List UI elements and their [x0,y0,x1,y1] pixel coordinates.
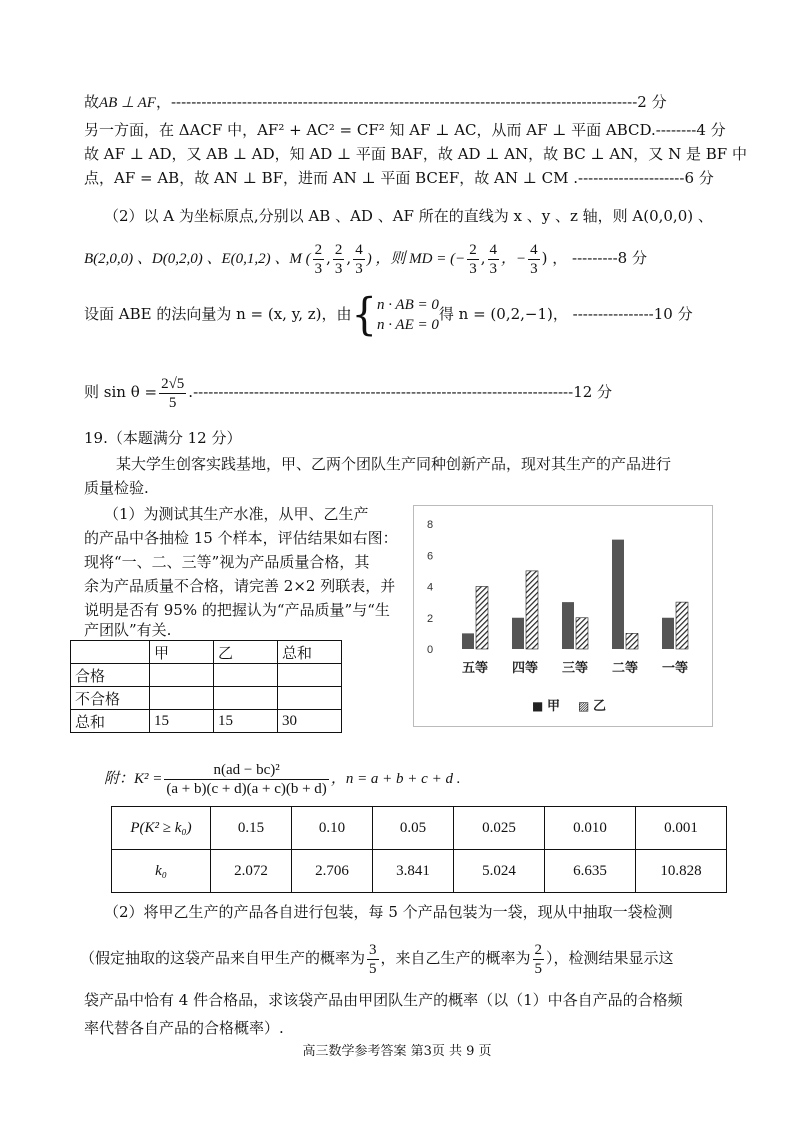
table-cell: 15 [150,710,214,733]
table-cell [150,664,214,687]
table-cell: 5.024 [454,850,545,893]
text-line-21: 袋产品中恰有 4 件合格品，求该袋产品由甲团队生产的概率（以（1）中各自产品的合格频 [84,991,683,1009]
table-cell: 0.001 [636,807,727,850]
x-tick-label: 五等 [461,661,489,676]
bar-jia [462,633,474,649]
bar-yi [626,633,638,649]
y-tick-label: 6 [426,550,434,563]
y-tick-label: 8 [426,519,434,531]
text-line-6: B(2,0,0) 、D(0,2,0) 、E(0,1,2) 、M ( $\frac{2}{3}$ , $\frac{2}{3}$ , $\frac{4}{3}$ ) ，则 MD = (− $\frac{2}{3}$ , $\frac{4}{3}$ ，− $\frac{4}{3}$ ) ， ---------8 分 [84,241,647,277]
table-cell: k₀ [112,850,211,893]
text-line-17: 产团队”有关. [84,621,172,639]
table-cell: 30 [278,710,342,733]
contingency-table [70,640,342,733]
formula-line: 附：K² = $\frac{\text{n(ad − bc)²}}{(a + b)(c + d)(a + c)(b + d)}$ ，n = a + b + c + d . [104,761,461,797]
table-cell: 15 [214,710,278,733]
table-cell: P(K² ≥ k₀) [112,807,211,850]
bar-yi [476,587,488,650]
table-cell: 0.15 [211,807,292,850]
text-line-4: 点，AF = AB，故 AN ⊥ BF，进而 AN ⊥ 平面 BCEF，故 AN ⊥ CM .---------------------6 分 [84,169,714,187]
table-cell: 2.072 [211,850,292,893]
text-line-14: 现将“一、二、三等”视为产品质量合格，其 [84,553,370,571]
bar-jia [562,602,574,649]
table-cell: 不合格 [71,687,150,710]
text-line-11: 质量检验. [84,479,149,497]
text-line-2: 另一方面，在 ΔACF 中，AF² + AC² = CF² 知 AF ⊥ AC，从而 AF ⊥ 平面 ABCD.--------4 分 [84,121,726,139]
text-line-5: （2）以 A 为坐标原点,分别以 AB 、AD 、AF 所在的直线为 x 、y 、z 轴，则 A(0,0,0) 、 [104,207,713,225]
table-cell: 0.05 [373,807,454,850]
text-line-1: 故AB ⊥ AF，--------------------------------------------------------------------------------------------2 分 [84,93,667,111]
table-cell: 0.10 [292,807,373,850]
text-line-3: 故 AF ⊥ AD，又 AB ⊥ AD，知 AD ⊥ 平面 BAF，故 AD ⊥ AN，故 BC ⊥ AN，又 N 是 BF 中 [84,145,747,163]
bar-yi [576,618,588,649]
page-footer: 高三数学参考答案 第3页 共 9 页 [302,1044,492,1059]
problem-19-title: 19.（本题满分 12 分） [84,429,242,447]
bar-chart-svg [414,506,712,726]
bar-yi [526,571,538,649]
x-tick-label: 一等 [661,661,689,676]
table-cell [71,641,150,664]
x-tick-label: 三等 [561,661,589,676]
y-tick-label: 2 [426,612,434,625]
text-line-10: 某大学生创客实践基地，甲、乙两个团队生产同种创新产品，现对其生产的产品进行 [116,455,672,473]
text-line-22: 率代替各自产品的合格概率）. [84,1019,284,1037]
text-line-19: （2）将甲乙生产的产品各自进行包装，每 5 个产品包装为一袋，现从中抽取一袋检测 [104,903,673,921]
y-tick-label: 4 [426,581,434,594]
legend-marker: ■ [532,699,544,713]
x-tick-label: 二等 [611,661,639,676]
table-cell: 乙 [214,641,278,664]
table-cell: 甲 [150,641,214,664]
legend-label: 甲 [547,699,561,714]
legend-label: 乙 [593,699,607,714]
text-line-15: 余为产品质量不合格，请完善 2×2 列联表，并 [84,577,396,595]
table-cell [278,687,342,710]
table-cell: 0.025 [454,807,545,850]
bar-chart [413,505,713,727]
text-line-12: （1）为测试其生产水准，从甲、乙生产 [104,505,369,523]
table-cell: 10.828 [636,850,727,893]
table-cell: 总和 [278,641,342,664]
bar-yi [676,602,688,649]
bar-jia [612,540,624,649]
table-cell: 0.010 [545,807,636,850]
table-cell: 合格 [71,664,150,687]
text-line-8: 则 sin θ = $\frac{2√5}{5}$ .---------------------------------------------------------------------------12 分 [84,375,613,411]
text-line-20: （假定抽取的这袋产品来自甲生产的概率为 $\frac{3}{5}$ ，来自乙生产的概率为 $\frac{2}{5}$ ），检测结果显示这 [80,941,674,977]
text-line-7: 设面 ABE 的法向量为 n = (x, y, z)，由{ n · AB = 0 n · AE = 0 得 n = (0,2,−1)， ----------------10 分 [84,289,693,341]
x-tick-label: 四等 [511,661,539,676]
table-cell [214,664,278,687]
y-tick-label: 0 [426,644,434,656]
table-cell: 2.706 [292,850,373,893]
bar-jia [662,618,674,649]
text-line-13: 的产品中各抽检 15 个样本，评估结果如右图： [84,529,398,547]
legend-marker: ▨ [578,699,590,713]
table-cell [214,687,278,710]
table-cell [278,664,342,687]
text-line-16: 说明是否有 95% 的把握认为“产品质量”与“生 [84,601,390,619]
table-cell: 6.635 [545,850,636,893]
table-cell: 总和 [71,710,150,733]
critical-value-table [111,806,727,893]
table-cell [150,687,214,710]
table-cell: 3.841 [373,850,454,893]
bar-jia [512,618,524,649]
